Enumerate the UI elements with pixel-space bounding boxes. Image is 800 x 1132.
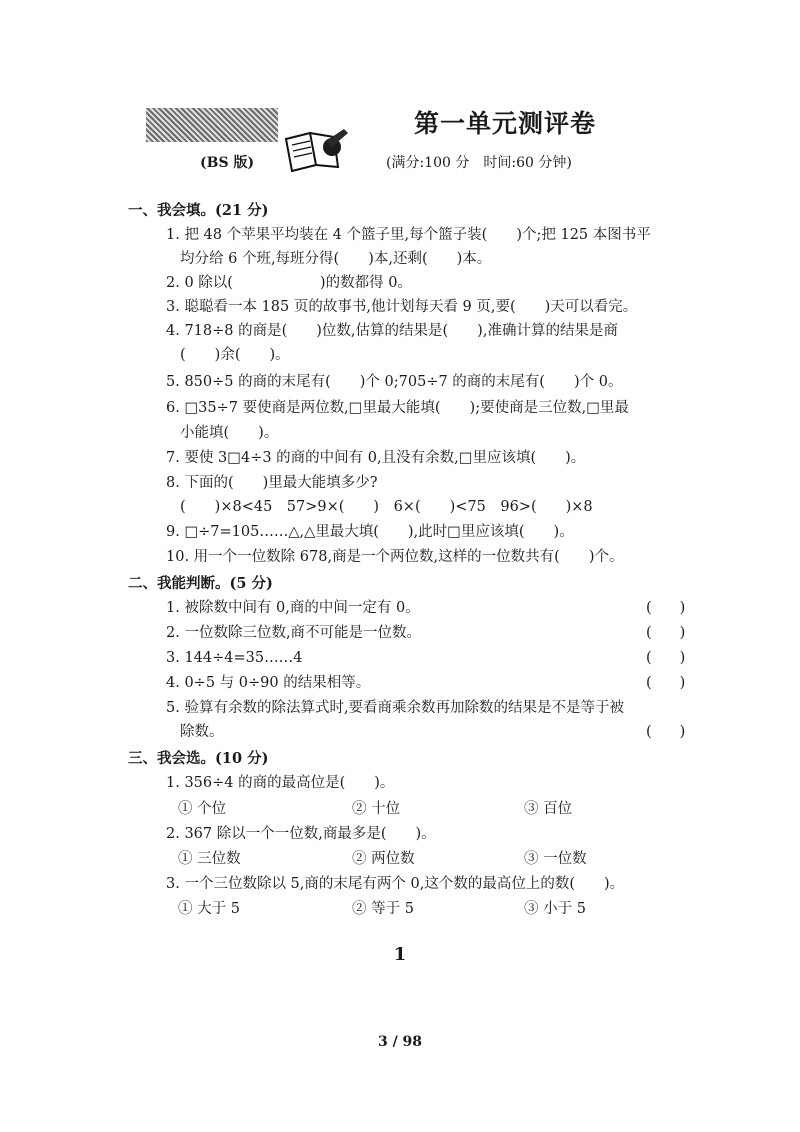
answer-parentheses[interactable]: ( ) — [646, 650, 686, 666]
choice-question: 3. 一个三位数除以 5,商的末尾有两个 0,这个数的最高位上的数( )。 — [166, 876, 625, 892]
question-line: 1. 把 48 个苹果平均装在 4 个篮子里,每个篮子装( )个;把 125 本图书平 — [166, 227, 651, 243]
page-number: 1 — [393, 944, 407, 965]
question-line: 7. 要使 3□4÷3 的商的中间有 0,且没有余数,□里应该填( )。 — [166, 450, 586, 466]
answer-parentheses[interactable]: ( ) — [646, 724, 686, 740]
answer-parentheses[interactable]: ( ) — [646, 600, 686, 616]
choice-option[interactable]: ② 十位 — [352, 801, 401, 817]
section-heading-fill: 一、我会填。(21 分) — [128, 202, 269, 219]
edition-label: (BS 版) — [200, 155, 255, 171]
judge-question: 1. 被除数中间有 0,商的中间一定有 0。 — [166, 600, 420, 616]
question-line: ( )余( )。 — [180, 347, 290, 363]
judge-question: 3. 144÷4=35……4 — [166, 650, 303, 666]
choice-option[interactable]: ③ 一位数 — [524, 851, 587, 867]
judge-question: 2. 一位数除三位数,商不可能是一位数。 — [166, 625, 422, 641]
section-heading-choose: 三、我会选。(10 分) — [128, 750, 269, 767]
choice-option[interactable]: ③ 小于 5 — [524, 901, 586, 917]
question-line: 小能填( )。 — [180, 425, 279, 441]
question-line: 4. 718÷8 的商是( )位数,估算的结果是( ),准确计算的结果是商 — [166, 323, 618, 339]
answer-parentheses[interactable]: ( ) — [646, 675, 686, 691]
choice-option[interactable]: ② 两位数 — [352, 851, 415, 867]
score-time-label: (满分:100 分 时间:60 分钟) — [386, 155, 572, 171]
question-line: 5. 850÷5 的商的末尾有( )个 0;705÷7 的商的末尾有( )个 0。 — [166, 374, 623, 390]
judge-question: 5. 验算有余数的除法算式时,要看商乘余数再加除数的结果是不是等于被 — [166, 700, 625, 716]
choice-option[interactable]: ① 大于 5 — [178, 901, 240, 917]
choice-question: 2. 367 除以一个一位数,商最多是( )。 — [166, 826, 436, 842]
choice-option[interactable]: ① 个位 — [178, 801, 227, 817]
choice-question: 1. 356÷4 的商的最高位是( )。 — [166, 775, 395, 791]
question-line: 8. 下面的( )里最大能填多少? — [166, 475, 378, 491]
question-line: 3. 聪聪看一本 185 页的故事书,他计划每天看 9 页,要( )天可以看完。 — [166, 299, 638, 315]
question-line: 均分给 6 个班,每班分得( )本,还剩( )本。 — [180, 251, 492, 267]
question-line: 10. 用一个一位数除 678,商是一个两位数,这样的一位数共有( )个。 — [166, 549, 624, 565]
page-title: 第一单元测评卷 — [414, 109, 597, 138]
book-icon — [282, 125, 352, 173]
choice-option[interactable]: ③ 百位 — [524, 801, 573, 817]
choice-option[interactable]: ① 三位数 — [178, 851, 241, 867]
judge-question: 4. 0÷5 与 0÷90 的结果相等。 — [166, 675, 371, 691]
choice-option[interactable]: ② 等于 5 — [352, 901, 414, 917]
page-count: 3 / 98 — [377, 1034, 423, 1050]
answer-parentheses[interactable]: ( ) — [646, 625, 686, 641]
question-line: 6. □35÷7 要使商是两位数,□里最大能填( );要使商是三位数,□里最 — [166, 400, 629, 416]
section-heading-judge: 二、我能判断。(5 分) — [128, 575, 273, 592]
publisher-logo — [146, 108, 278, 142]
question-line: 2. 0 除以( )的数都得 0。 — [166, 275, 412, 291]
question-line: 9. □÷7=105……△,△里最大填( ),此时□里应该填( )。 — [166, 524, 574, 540]
question-line: ( )×8<45 57>9×( ) 6×( )<75 96>( )×8 — [180, 499, 593, 515]
judge-question: 除数。 — [180, 724, 224, 740]
